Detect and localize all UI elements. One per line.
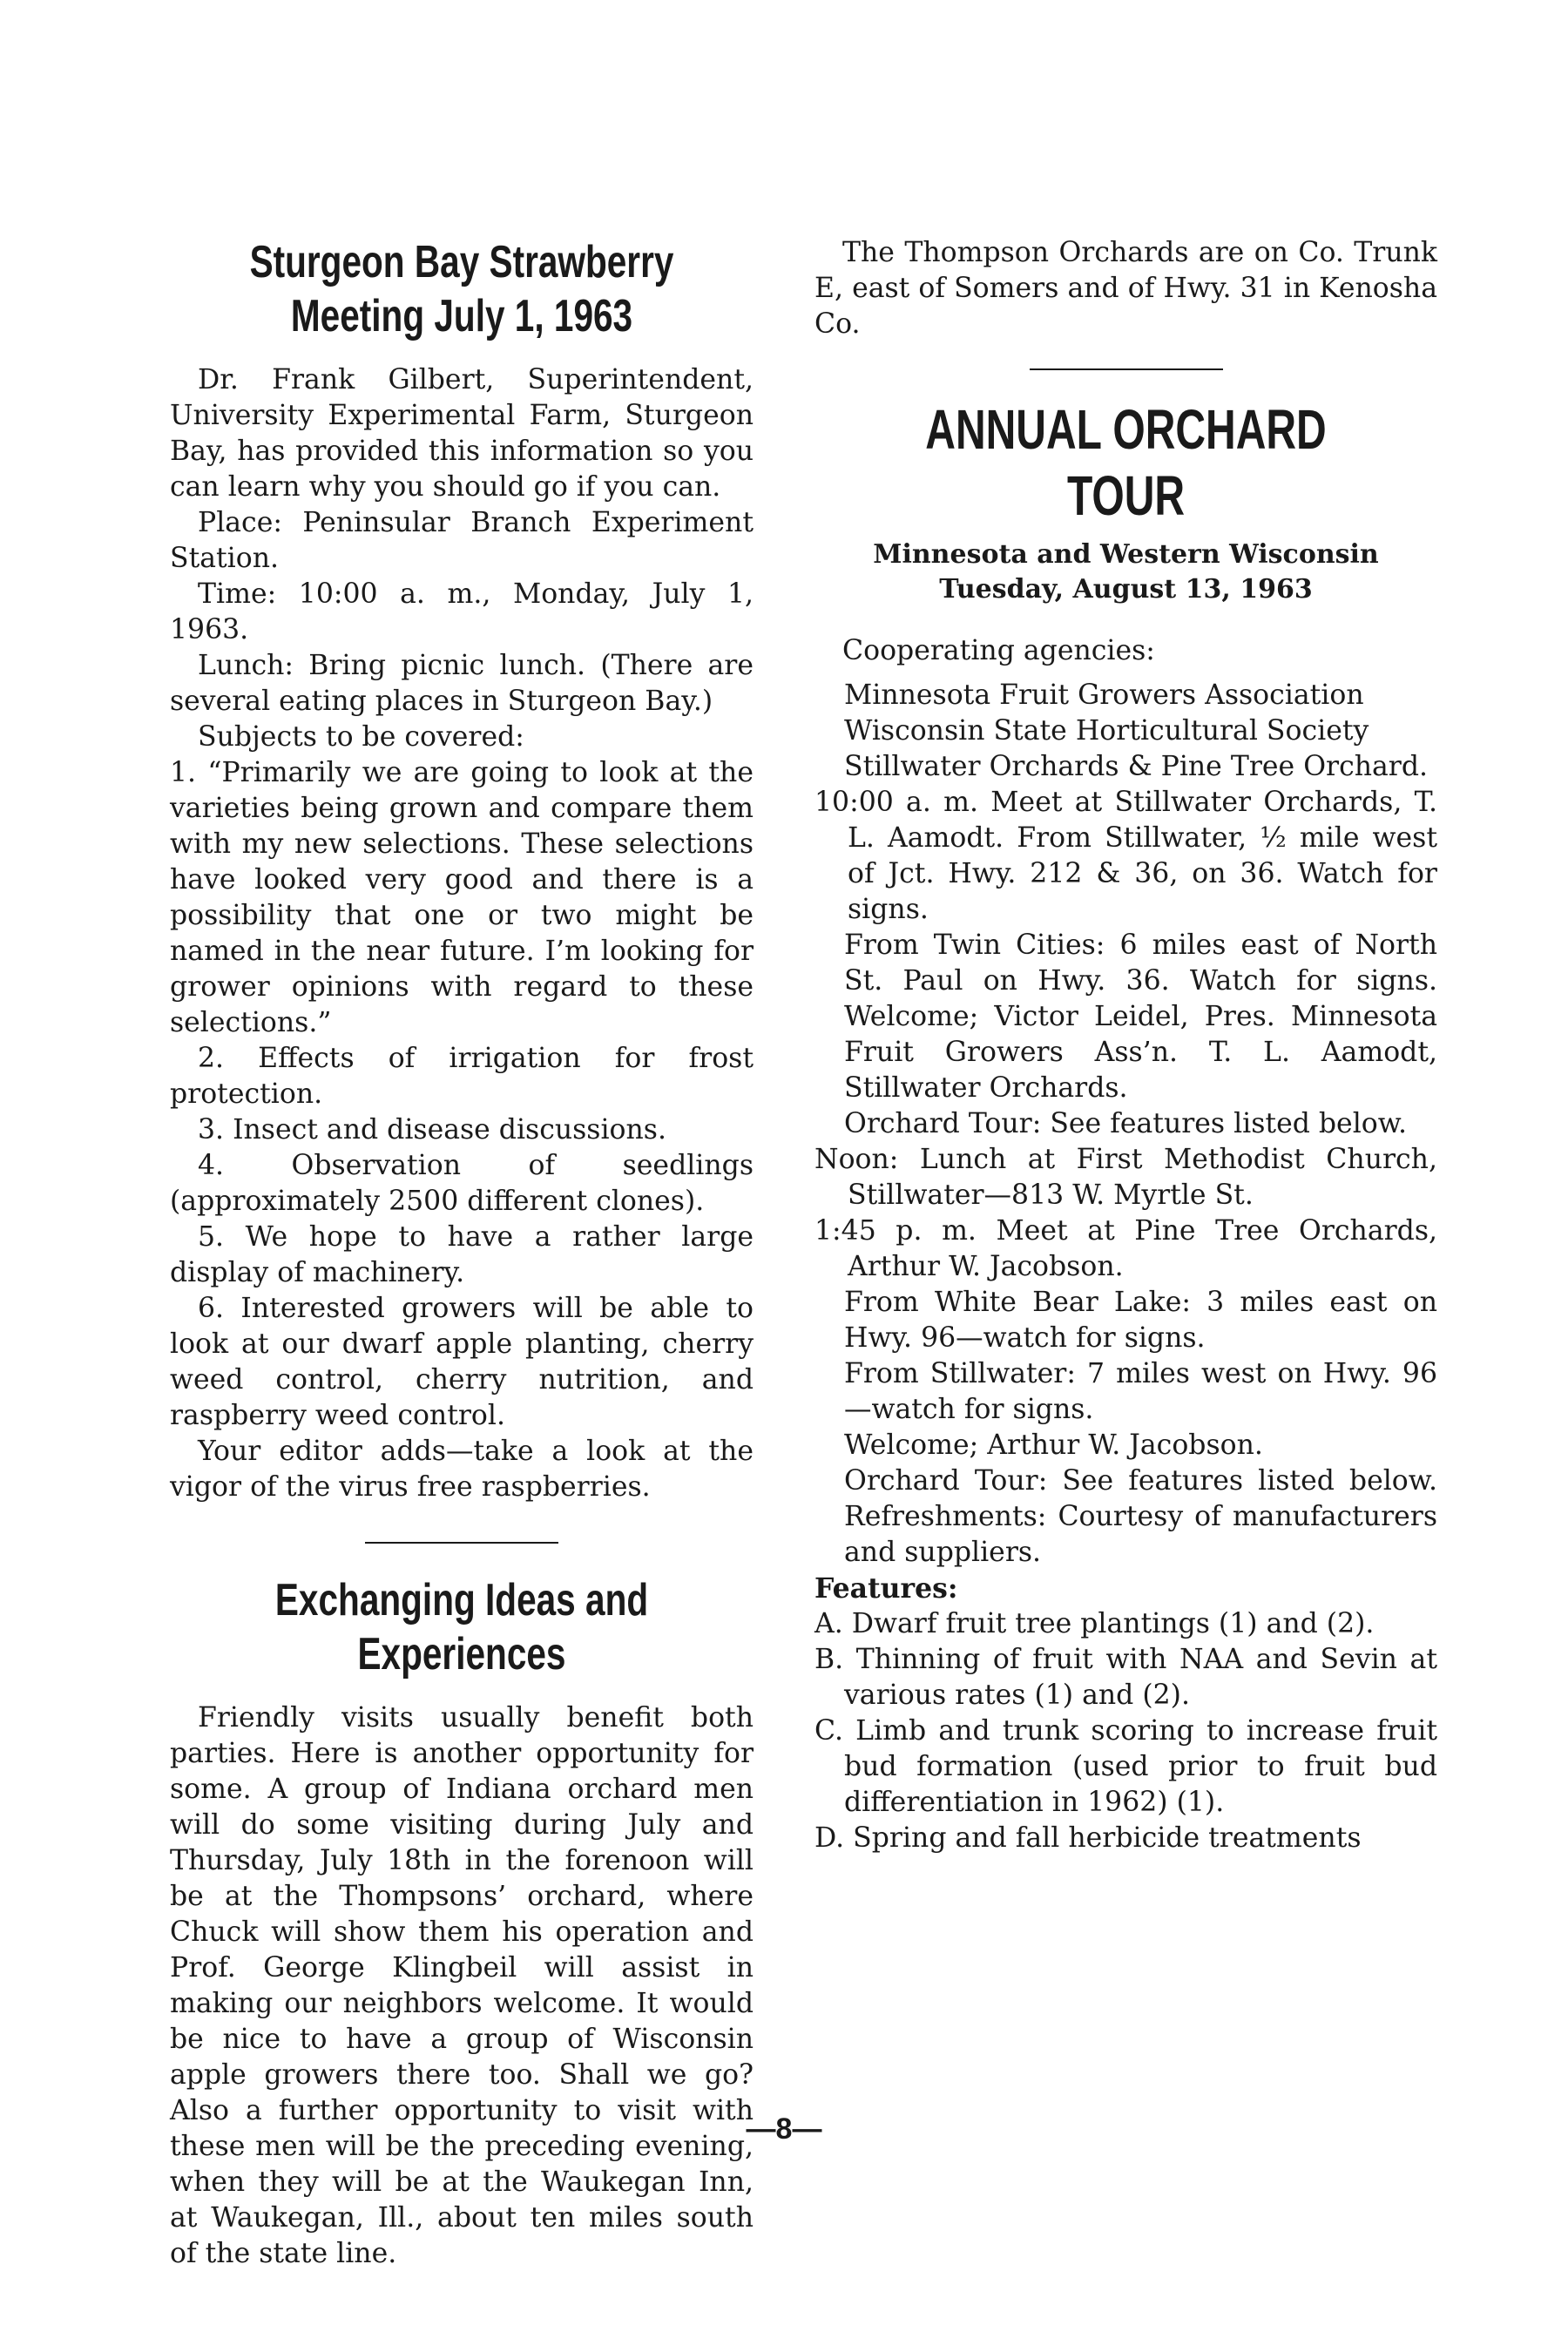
feature-item: B. Thinning of fruit with NAA and Sevin at various rates (1) and (2). — [814, 1644, 1437, 1711]
tour-agency: Wisconsin State Horticultural Society — [844, 715, 1369, 747]
strawberry-title-line1: Sturgeon Bay Strawberry — [249, 237, 674, 287]
schedule-lead: 1:45 p. m. Meet at Pine Tree Orchards, Arthur W. Jacobson. — [814, 1215, 1437, 1282]
exchanging-title-line2: Experiences — [357, 1629, 566, 1680]
left-column — [170, 235, 754, 2272]
schedule-detail: From Twin Cities: 6 miles east of North St. Paul on Hwy. 36. Watch for signs. Welcome; Victor Leidel, Pres. Minnesota Fruit Growers Ass’n. T. L. Aamodt, Stillwater Orchards. — [844, 929, 1437, 1104]
page-number: —8— — [746, 2112, 822, 2146]
exchanging-title-line1: Exchanging Ideas and — [274, 1575, 649, 1625]
strawberry-place: Place: Peninsular Branch Experiment Station. — [170, 507, 754, 574]
schedule-detail: From Stillwater: 7 miles west on Hwy. 96—watch for signs. — [844, 1358, 1437, 1425]
schedule-detail: From White Bear Lake: 3 miles east on Hwy. 96—watch for signs. — [844, 1287, 1437, 1354]
strawberry-editor-note: Your editor adds—take a look at the vigor of the virus free raspberries. — [170, 1436, 754, 1503]
tour-agencies-label: Cooperating agencies: — [842, 635, 1155, 666]
schedule-lead: 10:00 a. m. Meet at Stillwater Orchards, T. L. Aamodt. From Stillwater, ½ mile west of Jct. Hwy. 212 & 36, on 36. Watch for signs. — [814, 787, 1437, 925]
strawberry-time: Time: 10:00 a. m., Monday, July 1, 1963. — [170, 578, 754, 645]
schedule-detail: Orchard Tour: See features listed below. — [844, 1108, 1407, 1139]
section-divider — [1030, 368, 1223, 370]
subject-item: 3. Insect and disease discussions. — [198, 1114, 666, 1146]
subject-item: 2. Effects of irrigation for frost protection. — [170, 1043, 754, 1110]
strawberry-article — [170, 235, 754, 1505]
schedule-detail: Orchard Tour: See features listed below. Refreshments: Courtesy of manufacturers and suppliers. — [844, 1465, 1437, 1568]
feature-item: C. Limb and trunk scoring to increase fruit bud formation (used prior to fruit bud differentiation in 1962) (1). — [814, 1715, 1437, 1818]
feature-item: A. Dwarf fruit tree plantings (1) and (2). — [814, 1608, 1375, 1639]
exchanging-article — [170, 1573, 754, 2272]
feature-item: D. Spring and fall herbicide treatments — [814, 1822, 1362, 1854]
subject-item: 6. Interested growers will be able to look at our dwarf apple planting, cherry weed control, cherry nutrition, and raspberry weed control. — [170, 1293, 754, 1431]
tour-subtitle-region: Minnesota and Western Wisconsin — [873, 539, 1379, 570]
schedule-detail: Welcome; Arthur W. Jacobson. — [844, 1429, 1263, 1461]
tour-subtitle-date: Tuesday, August 13, 1963 — [939, 574, 1313, 605]
exchanging-location: The Thompson Orchards are on Co. Trunk E, east of Somers and of Hwy. 31 in Kenosha Co. — [814, 237, 1437, 340]
strawberry-title-line2: Meeting July 1, 1963 — [290, 291, 633, 341]
section-divider — [365, 1542, 558, 1544]
right-column-main — [814, 235, 1437, 1856]
subject-item: 4. Observation of seedlings (approximately 2500 different clones). — [170, 1150, 754, 1217]
tour-title: ANNUAL ORCHARD TOUR — [925, 398, 1327, 527]
strawberry-lunch: Lunch: Bring picnic lunch. (There are several eating places in Sturgeon Bay.) — [170, 650, 754, 717]
strawberry-intro: Dr. Frank Gilbert, Superintendent, University Experimental Farm, Sturgeon Bay, has provided this information so you can learn why you should go if you can. — [170, 364, 754, 503]
subject-item: 5. We hope to have a rather large display of machinery. — [170, 1221, 754, 1288]
schedule-lead: Noon: Lunch at First Methodist Church, Stillwater—813 W. Myrtle St. — [814, 1144, 1437, 1211]
subject-item: 1. “Primarily we are going to look at the varieties being grown and compare them with my new selections. These selections have looked very good and there is a possibility that one or two might be named in the near future. I’m looking for grower opinions with regard to these selections.” — [170, 757, 754, 1038]
tour-agency: Stillwater Orchards & Pine Tree Orchard. — [844, 751, 1429, 782]
exchanging-body: Friendly visits usually benefit both parties. Here is another opportunity for some. A group of Indiana orchard men will do some visiting during July and Thursday, July 18th in the forenoon will be at the Thompsons’ orchard, where Chuck will show them his operation and Prof. George Klingbeil will assist in making our neighbors welcome. It would be nice to have a group of Wisconsin apple growers there too. Shall we go? Also a further opportunity to visit with these men will be the preceding evening, when they will be at the Waukegan Inn, at Waukegan, Ill., about ten miles south of the state line. — [170, 1702, 754, 2269]
tour-agency: Minnesota Fruit Growers Association — [844, 679, 1364, 711]
tour-features-label: Features: — [814, 1572, 958, 1605]
strawberry-subjects-label: Subjects to be covered: — [198, 721, 524, 753]
